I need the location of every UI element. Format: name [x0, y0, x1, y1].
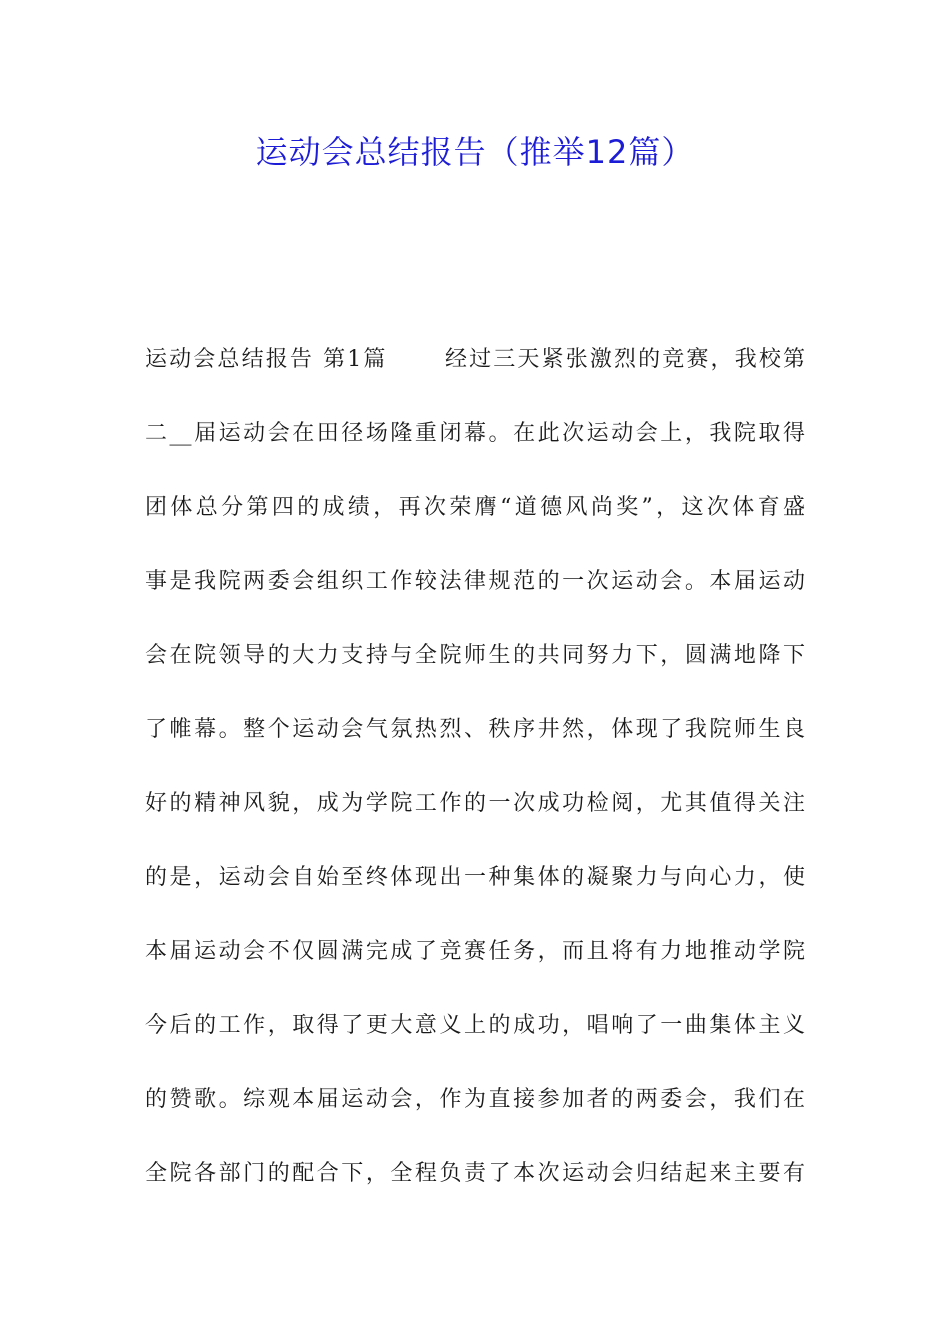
document-body	[145, 336, 805, 1224]
body-line: 的是，运动会自始至终体现出一种集体的凝聚力与向心力，使	[145, 865, 805, 890]
body-line: 运动会总结报告 第1篇 经过三天紧张激烈的竞赛，我校第	[145, 347, 805, 372]
body-line: 好的精神风貌，成为学院工作的一次成功检阅，尤其值得关注	[145, 791, 805, 816]
body-line: 本届运动会不仅圆满完成了竞赛任务，而且将有力地推动学院	[145, 939, 805, 964]
body-line: 了帷幕。整个运动会气氛热烈、秩序井然，体现了我院师生良	[145, 717, 805, 742]
body-line: 会在院领导的大力支持与全院师生的共同努力下，圆满地降下	[145, 643, 805, 668]
body-line: 今后的工作，取得了更大意义上的成功，唱响了一曲集体主义	[145, 1013, 805, 1038]
body-line: 团体总分第四的成绩，再次荣膺“道德风尚奖”，这次体育盛	[145, 495, 805, 520]
body-line: 全院各部门的配合下，全程负责了本次运动会归结起来主要有	[145, 1161, 805, 1186]
body-line: 事是我院两委会组织工作较法律规范的一次运动会。本届运动	[145, 569, 805, 594]
document-title: 运动会总结报告（推举12篇）	[255, 133, 695, 171]
body-line: 的赞歌。综观本届运动会，作为直接参加者的两委会，我们在	[145, 1087, 805, 1112]
body-line: 二__届运动会在田径场隆重闭幕。在此次运动会上，我院取得	[145, 421, 805, 446]
